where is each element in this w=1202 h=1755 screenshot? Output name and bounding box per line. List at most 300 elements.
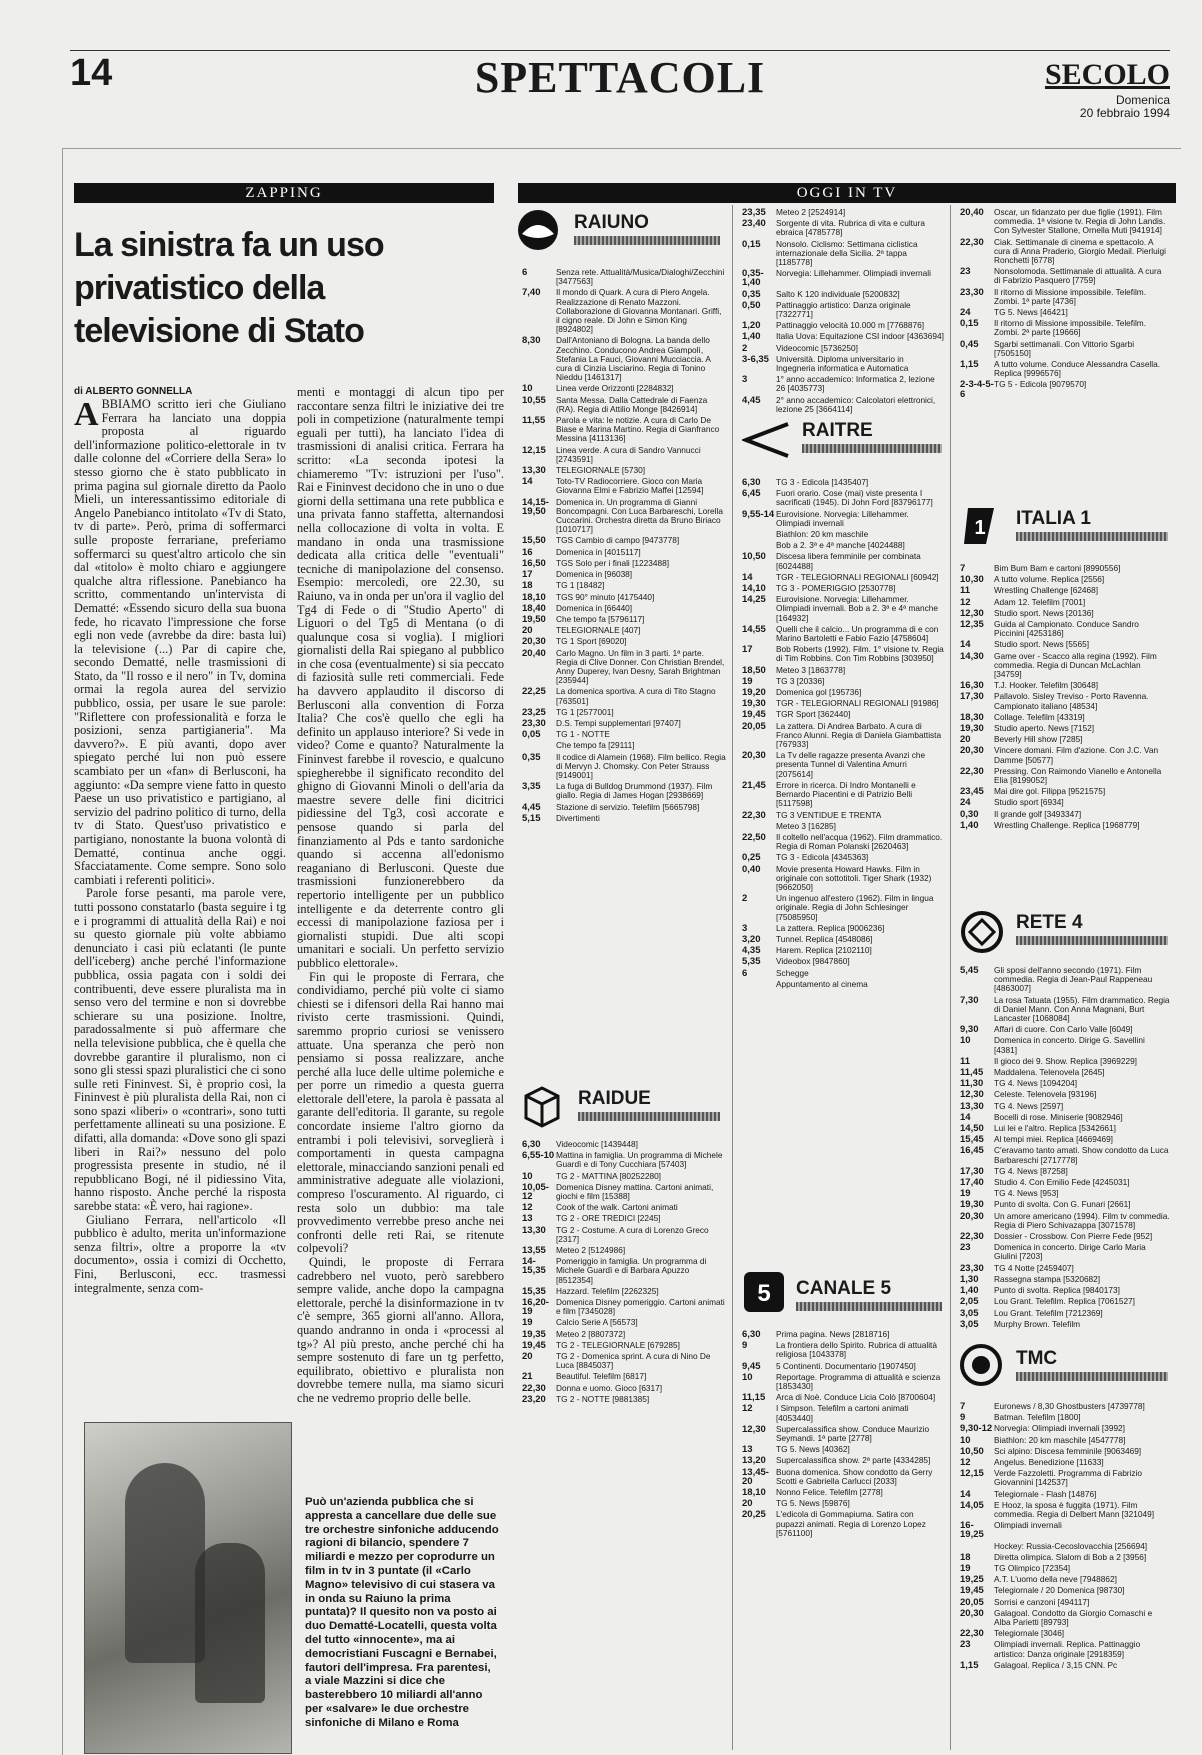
schedule-row <box>960 1146 1172 1164</box>
schedule-time: 3,20 <box>742 933 761 945</box>
schedule-program: La fuga di Bulldog Drummond (1937). Film giallo. Regia di James Hogan [2938669] <box>556 781 713 801</box>
article-headline: La sinistra fa un uso privatistico della televisione di Stato <box>74 226 384 350</box>
schedule-time: 16 <box>522 546 533 558</box>
schedule-time: 14,05 <box>960 1499 984 1511</box>
schedule-time: 19 <box>742 675 753 687</box>
schedule-row <box>742 699 946 708</box>
schedule-row <box>522 1140 728 1149</box>
schedule-row <box>522 1298 728 1316</box>
schedule-program: TGR - TELEGIORNALI REGIONALI [91986] <box>776 698 939 709</box>
schedule-row <box>522 753 728 781</box>
schedule-time: 24 <box>960 307 971 319</box>
schedule-time: 23,20 <box>522 1393 546 1405</box>
schedule-program: Nonsolo. Ciclismo: Settimana ciclistica internazionale della Sicilia. 2ª tappa [1185778] <box>776 238 918 268</box>
schedule-row <box>522 1226 728 1244</box>
schedule-time: 20,30 <box>522 636 546 648</box>
schedule-time: 19,50 <box>522 613 546 625</box>
schedule-program: Calcio Serie A [56573] <box>556 1317 638 1328</box>
schedule-program: A tutto volume. Conduce Alessandra Casella. Replica [9996576] <box>994 359 1161 379</box>
schedule-row <box>960 1135 1172 1144</box>
schedule-row <box>742 833 946 851</box>
canale5-late-schedule <box>960 208 1172 401</box>
schedule-program: TG 2 - Costume. A cura di Lorenzo Greco [2317] <box>556 1224 709 1244</box>
channel-name-raiuno: RAIUNO <box>574 212 649 233</box>
schedule-time: 6,55-10 <box>522 1150 555 1162</box>
schedule-row <box>960 1124 1172 1133</box>
schedule-program: La domenica sportiva. A cura di Tito Stagno [763501] <box>556 686 716 706</box>
schedule-row <box>522 498 728 535</box>
schedule-row <box>960 713 1172 722</box>
schedule-row <box>522 719 728 728</box>
schedule-program: TG 1 Sport [69020] <box>556 636 627 647</box>
schedule-program: Sgarbi settimanali. Con Vittorio Sgarbi [7505150] <box>994 338 1135 358</box>
schedule-program: Studio sport. News [20136] <box>994 607 1094 618</box>
schedule-time: 19 <box>960 1188 971 1200</box>
schedule-row <box>742 781 946 809</box>
zapping-bar: ZAPPING <box>74 183 494 203</box>
schedule-row <box>522 559 728 568</box>
schedule-row <box>742 666 946 675</box>
schedule-time: 20,30 <box>960 1210 984 1222</box>
schedule-time: 22,30 <box>960 1628 984 1640</box>
schedule-program: Lou Grant. Telefilm. Replica [7061527] <box>994 1296 1135 1307</box>
raidue-logo-icon <box>522 1084 560 1128</box>
schedule-row <box>960 586 1172 595</box>
schedule-row <box>960 1320 1172 1329</box>
schedule-row <box>960 288 1172 306</box>
svg-text:5: 5 <box>757 1280 771 1307</box>
schedule-time: 13,30 <box>522 1224 546 1236</box>
schedule-row <box>522 1352 728 1370</box>
schedule-row <box>960 798 1172 807</box>
schedule-program: Maddalena. Telenovela [2645] <box>994 1067 1105 1078</box>
schedule-row <box>960 652 1172 680</box>
schedule-time: 0,35 <box>522 751 541 763</box>
schedule-row <box>960 360 1172 378</box>
schedule-row <box>960 1200 1172 1209</box>
schedule-row <box>960 692 1172 710</box>
schedule-time: 15,35 <box>522 1285 546 1297</box>
canale5-schedule <box>742 1330 946 1540</box>
schedule-program: Supercalassifica show. 2ª parte [4334285] <box>776 1455 931 1466</box>
schedule-time: 3,35 <box>522 781 541 793</box>
schedule-program: Studio sport [6934] <box>994 797 1064 808</box>
schedule-row <box>960 340 1172 358</box>
schedule-program: Galagoal. Replica / 3,15 CNN. Pc <box>994 1659 1118 1670</box>
schedule-time: 13,30 <box>522 465 546 477</box>
schedule-program: TGS 90° minuto [4175440] <box>556 591 655 602</box>
schedule-program: Al tempi miei. Replica [4669469] <box>994 1134 1113 1145</box>
schedule-row <box>522 1246 728 1255</box>
schedule-program: Domenica Disney pomeriggio. Cartoni animati e film [7345028] <box>556 1297 725 1317</box>
schedule-row <box>960 1564 1172 1573</box>
schedule-program: Dossier - Crossbow. Con Pierre Fede [952] <box>994 1231 1153 1242</box>
schedule-program: Punto di svolta. Con G. Funari [2661] <box>994 1199 1131 1210</box>
schedule-program: I Simpson. Telefilm a cartoni animati [4053440] <box>776 1403 909 1423</box>
schedule-program: TG 3 - POMERIGGIO [2530778] <box>776 583 896 594</box>
schedule-row <box>522 708 728 717</box>
schedule-program: Bob a 2. 3ª e 4ª manche [4024488] <box>776 540 905 551</box>
schedule-row <box>960 609 1172 618</box>
schedule-row <box>960 1297 1172 1306</box>
schedule-row <box>742 1468 946 1486</box>
schedule-time: 7 <box>960 1401 966 1412</box>
schedule-program: TG 3 - Edicola [4345363] <box>776 852 869 863</box>
schedule-time: 9,55-14 <box>742 508 775 520</box>
schedule-program: T.J. Hooker. Telefilm [30648] <box>994 680 1099 691</box>
schedule-row <box>522 384 728 393</box>
schedule-program: Lui lei e l'altro. Replica [5342661] <box>994 1123 1116 1134</box>
schedule-row <box>522 803 728 812</box>
newspaper-name: SECOLO <box>1044 58 1170 91</box>
schedule-row <box>960 1079 1172 1088</box>
schedule-row <box>522 1318 728 1327</box>
schedule-row <box>960 380 1172 398</box>
schedule-time: 16-19,25 <box>960 1520 984 1541</box>
schedule-program: Sci alpino: Discesa femminile [9063469] <box>994 1445 1142 1456</box>
schedule-time: 6 <box>742 967 748 979</box>
schedule-row <box>960 1447 1172 1456</box>
schedule-program: Il coltello nell'acqua (1962). Film drammatico. Regia di Roman Polanski [2620463] <box>776 831 943 852</box>
schedule-row <box>522 1384 728 1393</box>
schedule-program: Linea verde Orizzonti [2284832] <box>556 383 674 394</box>
schedule-row <box>522 1341 728 1350</box>
schedule-row <box>742 208 946 217</box>
column-rule <box>732 205 733 1750</box>
schedule-program: Domenica in concerto. Dirige G. Savellini [4381] <box>994 1035 1145 1055</box>
schedule-program: TG 4. News [2597] <box>994 1100 1064 1111</box>
schedule-time: 20,40 <box>960 207 984 218</box>
schedule-program: Studio sport. News [5565] <box>994 639 1090 650</box>
italia1-logo-icon <box>960 504 1000 548</box>
schedule-program: Guida al Campionato. Conduce Sandro Piccinini [4253186] <box>994 619 1139 639</box>
schedule-program: Mattina in famiglia. Un programma di Michele Guardì e di Tony Cucchiara [57403] <box>556 1150 723 1170</box>
schedule-time: 16,50 <box>522 557 546 569</box>
schedule-time: 23,35 <box>742 207 766 218</box>
schedule-row <box>522 604 728 613</box>
schedule-time: 20 <box>960 734 971 746</box>
schedule-program: TG 1 [2577001] <box>556 706 614 717</box>
schedule-program: Università. Diploma universitario in Ingegneria informatica e Automatica <box>776 353 909 374</box>
schedule-program: Santa Messa. Dalla Cattedrale di Faenza (RA). Regia di Attilio Monge [8426914] <box>556 394 708 414</box>
schedule-row <box>522 687 728 705</box>
schedule-time: 22,30 <box>960 1231 984 1243</box>
schedule-row <box>960 996 1172 1024</box>
schedule-row <box>742 1456 946 1465</box>
article-paragraph: Fin qui le proposte di Ferrara, che condividiamo, perché più volte ci siamo chiesti se i difensori della Rai hanno mai rivisto certe trasmissioni. Quindi, saremmo proprio curiosi se venissero attuate. Una speranza che però non pensiamo si possa realizzare, anche perché alla luce delle ultime polemiche e per porre un rimedio a questa guerra elettorale dell'etere, la parola è passata al garante dell'editoria. Il garante, su regole concordate insieme l'altro giorno da entrambi i poli televisivi, sorveglierà i comportamenti in questa campagna elettorale, minacciando sanzioni penali ed amministrative adeguate alle violazioni, compreso l'oscuramento. Al riguardo, ci resta solo un dubbio: ma tale provvedimento verrebbe preso anche nei confronti delle reti Rai, se ritenute colpevoli? <box>297 969 504 1256</box>
schedule-row <box>960 1113 1172 1122</box>
schedule-program: TG 2 - Domenica sprint. A cura di Nino De Luca [8845037] <box>556 1351 711 1371</box>
schedule-time: 12,30 <box>742 1423 766 1435</box>
schedule-row <box>960 1413 1172 1422</box>
raidue-late-schedule <box>742 208 946 416</box>
schedule-row <box>742 478 946 487</box>
schedule-program: Bob Roberts (1992). Film. 1° visione tv. Regia di Tim Robbins. Con Tim Robbins [303950] <box>776 644 944 664</box>
schedule-program: Eurovisione. Norvegia: Lillehammer. Olimpiadi invernali. Bob a 2. 3ª e 4ª manche [164932] <box>776 594 939 623</box>
schedule-time: 6,30 <box>742 1329 761 1340</box>
schedule-program: TG 5. News [59876] <box>776 1498 850 1509</box>
schedule-time: 5,35 <box>742 956 761 968</box>
schedule-program: TG 4. News [953] <box>994 1188 1059 1199</box>
schedule-time: 5,15 <box>522 812 541 824</box>
schedule-program: Videocomic [1439448] <box>556 1139 638 1149</box>
schedule-row <box>742 645 946 663</box>
schedule-time: 20 <box>522 1351 533 1363</box>
schedule-time: 20,05 <box>742 720 766 732</box>
schedule-time: 10 <box>522 383 533 395</box>
schedule-time: 14 <box>960 639 971 651</box>
schedule-program: Toto-TV Radiocorriere. Gioco con Maria Giovanna Elmi e Fabrizio Maffei [12594] <box>556 476 704 496</box>
raiuno-schedule <box>522 268 728 825</box>
article-paragraph: Giuliano Ferrara, nell'articolo «Il pubblico è adulto, merita un'informazione senza filtri», oltre a proporre la «tv documento», ossia i comizi di Occhetto, Fini, Berlusconi, ecc. trasmessi integralmente, senza com- <box>74 1212 286 1295</box>
schedule-time: 10,30 <box>960 574 984 586</box>
schedule-time: 1,20 <box>742 320 761 332</box>
schedule-row <box>742 946 946 955</box>
schedule-row <box>742 710 946 719</box>
schedule-program: L'edicola di Gommapiuma. Satira con pupazzi animati. Regia di Lorenzo Lopez [5761100] <box>776 1509 926 1538</box>
schedule-program: Supercalassifica show. Conduce Maurizio Seymandi. 1ª parte [2778] <box>776 1423 930 1444</box>
section-title: SPETTACOLI <box>474 53 766 102</box>
schedule-program: Quelli che il calcio... Un programma di e con Marino Bartoletti e Fabio Fazio [4758604] <box>776 623 939 644</box>
schedule-row <box>742 1330 946 1339</box>
schedule-row <box>742 1373 946 1391</box>
channel-name-italia1: ITALIA 1 <box>1016 508 1091 529</box>
schedule-program: Beautiful. Telefilm [6817] <box>556 1371 647 1382</box>
schedule-time: 17 <box>742 644 753 656</box>
schedule-row <box>742 751 946 779</box>
schedule-row <box>522 1287 728 1296</box>
schedule-program: Harem. Replica [2102110] <box>776 945 872 956</box>
schedule-time: 13 <box>522 1213 533 1225</box>
schedule-time: 5,45 <box>960 965 979 976</box>
schedule-program: Linea verde. A cura di Sandro Vannucci [2743591] <box>556 444 701 464</box>
schedule-time: 17 <box>522 569 533 581</box>
schedule-time: 2 <box>742 342 748 354</box>
schedule-program: Pallavolo. Sisley Treviso - Porto Ravenna. Campionato italiano [48534] <box>994 691 1149 711</box>
schedule-time: 14,55 <box>742 623 766 635</box>
schedule-row <box>960 1629 1172 1638</box>
schedule-program: Pattinaggio velocità 10.000 m [7768876] <box>776 320 925 331</box>
schedule-time: 19,20 <box>742 687 766 699</box>
article-byline: di ALBERTO GONNELLA <box>74 386 193 397</box>
schedule-program: D.S. Tempi supplementari [97407] <box>556 717 681 728</box>
schedule-time: 19 <box>522 1317 533 1329</box>
schedule-row <box>960 1609 1172 1627</box>
schedule-time: 16,45 <box>960 1145 984 1157</box>
schedule-program: Sorgente di vita. Rubrica di vita e cultura ebraica [4785778] <box>776 218 925 238</box>
schedule-program: Che tempo fa [5796117] <box>556 613 645 624</box>
schedule-time: 6,30 <box>742 477 761 488</box>
schedule-row <box>960 1232 1172 1241</box>
schedule-program: Il ritorno di Missione impossibile. Telefilm. Zombi. 1ª parte [4736] <box>994 286 1147 306</box>
schedule-row <box>742 332 946 341</box>
schedule-row <box>960 1469 1172 1487</box>
schedule-program: TGR - TELEGIORNALI REGIONALI [60942] <box>776 571 939 582</box>
schedule-time: 20,40 <box>522 647 546 659</box>
schedule-time: 20 <box>742 1498 753 1510</box>
schedule-row <box>522 741 728 750</box>
schedule-program: Mai dire gol. Filippa [9521575] <box>994 786 1106 797</box>
schedule-time: 9 <box>742 1340 748 1352</box>
schedule-time: 14-15,35 <box>522 1256 546 1277</box>
schedule-program: La frontiera dello Spirito. Rubrica di attualità religiosa [1043378] <box>776 1340 937 1360</box>
schedule-time: 23 <box>960 1639 971 1651</box>
schedule-program: Punto di svolta. Replica [9840173] <box>994 1285 1120 1296</box>
schedule-program: Adam 12. Telefilm [7001] <box>994 596 1086 607</box>
schedule-row <box>522 1151 728 1169</box>
schedule-row <box>960 1243 1172 1261</box>
schedule-program: Telegiornale - Flash [14876] <box>994 1488 1097 1499</box>
schedule-row <box>742 625 946 643</box>
schedule-row <box>522 626 728 635</box>
schedule-time: 3-6,35 <box>742 353 769 365</box>
schedule-time: 14 <box>960 1111 971 1123</box>
schedule-time: 10,50 <box>742 551 766 563</box>
schedule-program: 5 Continenti. Documentario [1907450] <box>776 1360 916 1371</box>
schedule-time: 3,05 <box>960 1318 979 1330</box>
schedule-row <box>960 810 1172 819</box>
tv-bar: OGGI IN TV <box>518 183 1176 203</box>
schedule-row <box>522 268 728 286</box>
schedule-time: 1,15 <box>960 359 979 371</box>
schedule-time: 0,40 <box>742 863 761 875</box>
schedule-program: Domenica in [4015117] <box>556 546 641 557</box>
schedule-row <box>742 935 946 944</box>
schedule-time: 12,15 <box>522 444 546 456</box>
schedule-program: Olimpiadi invernali <box>994 1520 1062 1531</box>
schedule-time: 14,15-19,50 <box>522 496 549 517</box>
schedule-row <box>960 735 1172 744</box>
schedule-program: Meteo 2 [8807372] <box>556 1328 626 1339</box>
schedule-time: 12 <box>522 1202 533 1214</box>
schedule-time: 12,30 <box>960 1089 984 1101</box>
schedule-program: Eurovisione. Norvegia: Lillehammer. Olimpiadi invernali <box>776 508 909 528</box>
schedule-time: 18,40 <box>522 602 546 614</box>
schedule-program: Euronews / 8,30 Ghostbusters [4739778] <box>994 1401 1145 1411</box>
schedule-time: 11,45 <box>960 1067 984 1079</box>
schedule-program: Che tempo fa [29111] <box>556 740 635 751</box>
schedule-time: 18 <box>522 580 533 592</box>
schedule-time: 1,40 <box>960 1285 979 1297</box>
schedule-row <box>522 536 728 545</box>
schedule-time: 10 <box>960 1434 971 1446</box>
schedule-program: TGR Sport [362440] <box>776 709 851 720</box>
schedule-row <box>742 853 946 862</box>
schedule-program: Prima pagina. News [2818716] <box>776 1329 890 1339</box>
schedule-program: Murphy Brown. Telefilm <box>994 1318 1081 1329</box>
schedule-program: Norvegia: Lillehammer. Olimpiadi invernali <box>776 268 931 279</box>
schedule-time: 1,15 <box>960 1659 979 1671</box>
schedule-time: 13,30 <box>960 1100 984 1112</box>
schedule-program: Fuori orario. Cose (mai) viste presenta I sacrificati (1945). Di John Ford [83796177] <box>776 488 933 508</box>
schedule-time: 16,20-19 <box>522 1297 549 1318</box>
schedule-program: Diretta olimpica. Slalom di Bob a 2 [3956] <box>994 1551 1147 1562</box>
schedule-row <box>960 787 1172 796</box>
schedule-row <box>960 238 1172 266</box>
article-paragraph: Quindi, le proposte di Ferrara cadrebbero nel vuoto, però sarebbero sempre valide, anche dopo la campagna elettorale, perché la disinformazione in tv c'è sempre, 365 giorni all'anno. Allora, quando andranno in onda i «processi al tg»? Al più presto, anche perché chi ha sempre sostenuto di fare un tg perfetto, equilibrato, obiettivo e pluralista non dovrebbe temere nulla, ma siamo sicuri che ne vedremo proprio delle belle. <box>297 1255 504 1405</box>
schedule-program: Domenica Disney mattina. Cartoni animati, giochi e film [15388] <box>556 1181 714 1202</box>
schedule-program: Nonsolomoda. Settimanale di attualità. A cura di Fabrizio Pasquero [7759] <box>994 266 1162 286</box>
schedule-time: 22,30 <box>522 1382 546 1394</box>
schedule-time: 13,55 <box>522 1245 546 1257</box>
schedule-program: Buona domenica. Show condotto da Gerry Scotti e Gabriella Carlucci [2033] <box>776 1466 933 1486</box>
schedule-program: Errore in ricerca. Di Indro Montanelli e Bernardo Piacentini e di Patrizio Belli [5117598] <box>776 779 916 809</box>
schedule-program: Rassegna stampa [5320682] <box>994 1273 1101 1284</box>
schedule-time: 1,40 <box>742 331 761 343</box>
schedule-time: 4,35 <box>742 945 761 957</box>
schedule-row <box>742 290 946 299</box>
schedule-program: TG 4. News [87258] <box>994 1165 1068 1176</box>
schedule-row <box>522 477 728 495</box>
issue-full-date: 20 febbraio 1994 <box>1079 106 1170 120</box>
schedule-program: Appuntamento al cinema <box>776 978 868 989</box>
schedule-program: TG 2 - ORE TREDICI [2245] <box>556 1213 661 1224</box>
schedule-row <box>960 1068 1172 1077</box>
schedule-row <box>522 782 728 800</box>
schedule-row <box>522 615 728 624</box>
schedule-program: TG 5. News [46421] <box>994 307 1068 318</box>
schedule-row <box>742 1510 946 1538</box>
issue-date <box>1080 94 1170 120</box>
schedule-time: 19 <box>960 1563 971 1575</box>
schedule-row <box>742 822 946 831</box>
schedule-program: TG 3 VENTIDUE E TRENTA <box>776 809 882 820</box>
schedule-time: 10,50 <box>960 1445 984 1457</box>
schedule-program: Schegge <box>776 967 809 978</box>
tmc-schedule <box>960 1402 1172 1672</box>
schedule-row <box>960 1402 1172 1411</box>
schedule-row <box>960 1212 1172 1230</box>
schedule-time: 4,45 <box>742 394 761 406</box>
schedule-row <box>522 1183 728 1201</box>
schedule-time: 14 <box>960 1488 971 1500</box>
schedule-program: Lou Grant. Telefilm [7212369] <box>994 1307 1103 1318</box>
channel-name-tmc: TMC <box>1016 1348 1058 1369</box>
schedule-program: Meteo 2 [2524914] <box>776 207 846 217</box>
schedule-time: 0,05 <box>522 729 541 741</box>
schedule-row <box>522 288 728 334</box>
schedule-row <box>742 510 946 528</box>
schedule-row <box>522 1372 728 1381</box>
schedule-program: Ciak. Settimanale di cinema e spettacolo. A cura di Anna Praderio, Giorgio Medail. Pierluigi Ronchetti [6778] <box>994 236 1167 266</box>
schedule-time: 12 <box>960 1457 971 1469</box>
schedule-row <box>960 1424 1172 1433</box>
schedule-row <box>742 541 946 550</box>
schedule-time: 0,50 <box>742 299 761 311</box>
schedule-row <box>742 1425 946 1443</box>
rete4-logo-icon <box>960 910 1004 954</box>
schedule-row <box>960 1458 1172 1467</box>
schedule-program: TG 4. News [1094204] <box>994 1078 1078 1089</box>
schedule-time: 20,25 <box>742 1509 766 1521</box>
schedule-time: 22,50 <box>742 831 766 843</box>
schedule-row <box>742 1341 946 1359</box>
schedule-row <box>960 319 1172 337</box>
channel-name-raidue: RAIDUE <box>578 1088 651 1109</box>
schedule-row <box>742 301 946 319</box>
channel-subtitle-raidue <box>578 1112 720 1121</box>
schedule-program: Studio aperto. News [7152] <box>994 723 1095 734</box>
article-photo <box>84 1422 292 1754</box>
schedule-program: 1° anno accademico: Informatica 2, lezione 26 [4035773] <box>776 374 935 394</box>
channel-subtitle-raitre <box>802 444 942 453</box>
schedule-time: 20,30 <box>960 1607 984 1619</box>
schedule-time: 20,05 <box>960 1596 984 1608</box>
schedule-program: Gli sposi dell'anno secondo (1971). Film commedia. Regia di Jean-Paul Rappeneau [4863007] <box>994 965 1153 994</box>
schedule-program: La Tv delle ragazze presenta Avanzi che presenta Tunnel di Valentina Amurri [2075614] <box>776 750 926 779</box>
schedule-time: 19,30 <box>960 723 984 735</box>
issue-day: Domenica <box>1115 93 1170 107</box>
